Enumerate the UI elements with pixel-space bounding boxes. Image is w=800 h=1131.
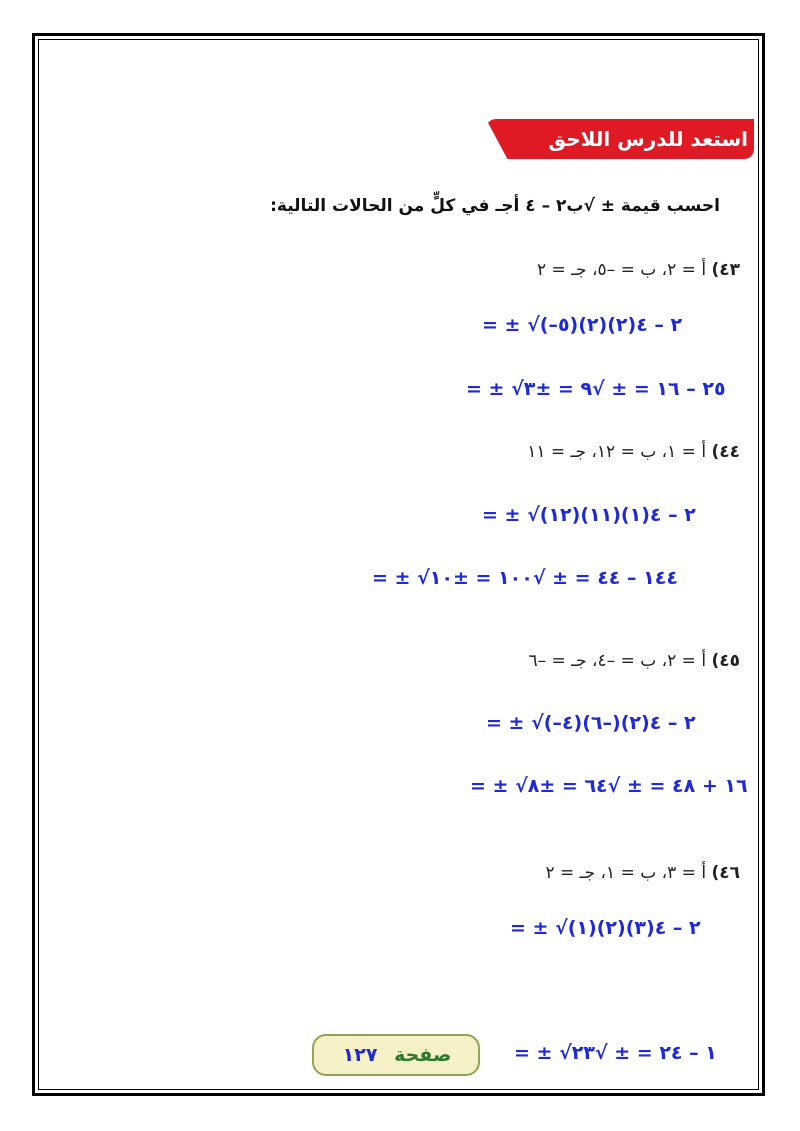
- section-title: استعد للدرس اللاحق: [548, 127, 748, 151]
- problem-44-step-2: [372, 560, 678, 596]
- problem-given: أ = ٣، ب = ١، جـ = ٢: [545, 863, 707, 883]
- step-part: = ± √٩: [580, 378, 657, 400]
- problem-45-step-1: = ± √(–٤)٢ – ٤(٢)(–٦): [486, 712, 696, 734]
- step-result: = ±٨: [527, 775, 585, 797]
- step-result: = ±١٠: [429, 567, 499, 589]
- page-number-label: [322, 1036, 472, 1074]
- problem-43-step-1: = ± √(–٥)٢ – ٤(٢)(٢): [482, 314, 683, 336]
- step-part: = ± √٦٤: [584, 775, 672, 797]
- problem-45-step-2: [470, 768, 748, 804]
- step-part: = ± √٢٣: [571, 1042, 660, 1064]
- problem-46-header: [140, 859, 740, 887]
- problem-number: ٤٦): [711, 863, 740, 883]
- problem-44-header: [140, 438, 740, 466]
- page-word: صفحة: [394, 1044, 452, 1066]
- problem-number: ٤٥): [711, 651, 740, 671]
- step-part: = ± √١٦ + ٤٨: [470, 775, 748, 797]
- problem-44-step-1: = ± √(١٢)٢ – ٤(١)(١١): [482, 504, 696, 526]
- instruction-text: احسب قيمة ± √ب٢ – ٤ أجـ في كلٍّ من الحالات التالية:: [270, 196, 720, 216]
- step-part: = ± √١٤٤ – ٤٤: [372, 567, 678, 589]
- problem-43-step-2: [466, 371, 726, 407]
- problem-46-step-2: [514, 1035, 717, 1071]
- problem-45-header: [140, 647, 740, 675]
- step-part: = ± √١٠٠: [498, 567, 598, 589]
- problem-number: ٤٤): [711, 442, 740, 462]
- step-part: = ± √١ – ٢٤: [514, 1042, 717, 1064]
- step-result: = ±٣: [523, 378, 581, 400]
- problem-46-step-1: = ± √(١)٢ – ٤(٣)(٢): [510, 917, 701, 939]
- page-number: ١٢٧: [342, 1044, 378, 1066]
- problem-43-header: [140, 256, 740, 284]
- step-part: = ± √٢٥ – ١٦: [466, 378, 726, 400]
- problem-given: أ = ١، ب = ١٢، جـ = ١١: [527, 442, 707, 462]
- problem-number: ٤٣): [711, 260, 740, 280]
- problem-given: أ = ٢، ب = –٥، جـ = ٢: [536, 260, 707, 280]
- problem-given: أ = ٢، ب = –٤، جـ = –٦: [528, 651, 707, 671]
